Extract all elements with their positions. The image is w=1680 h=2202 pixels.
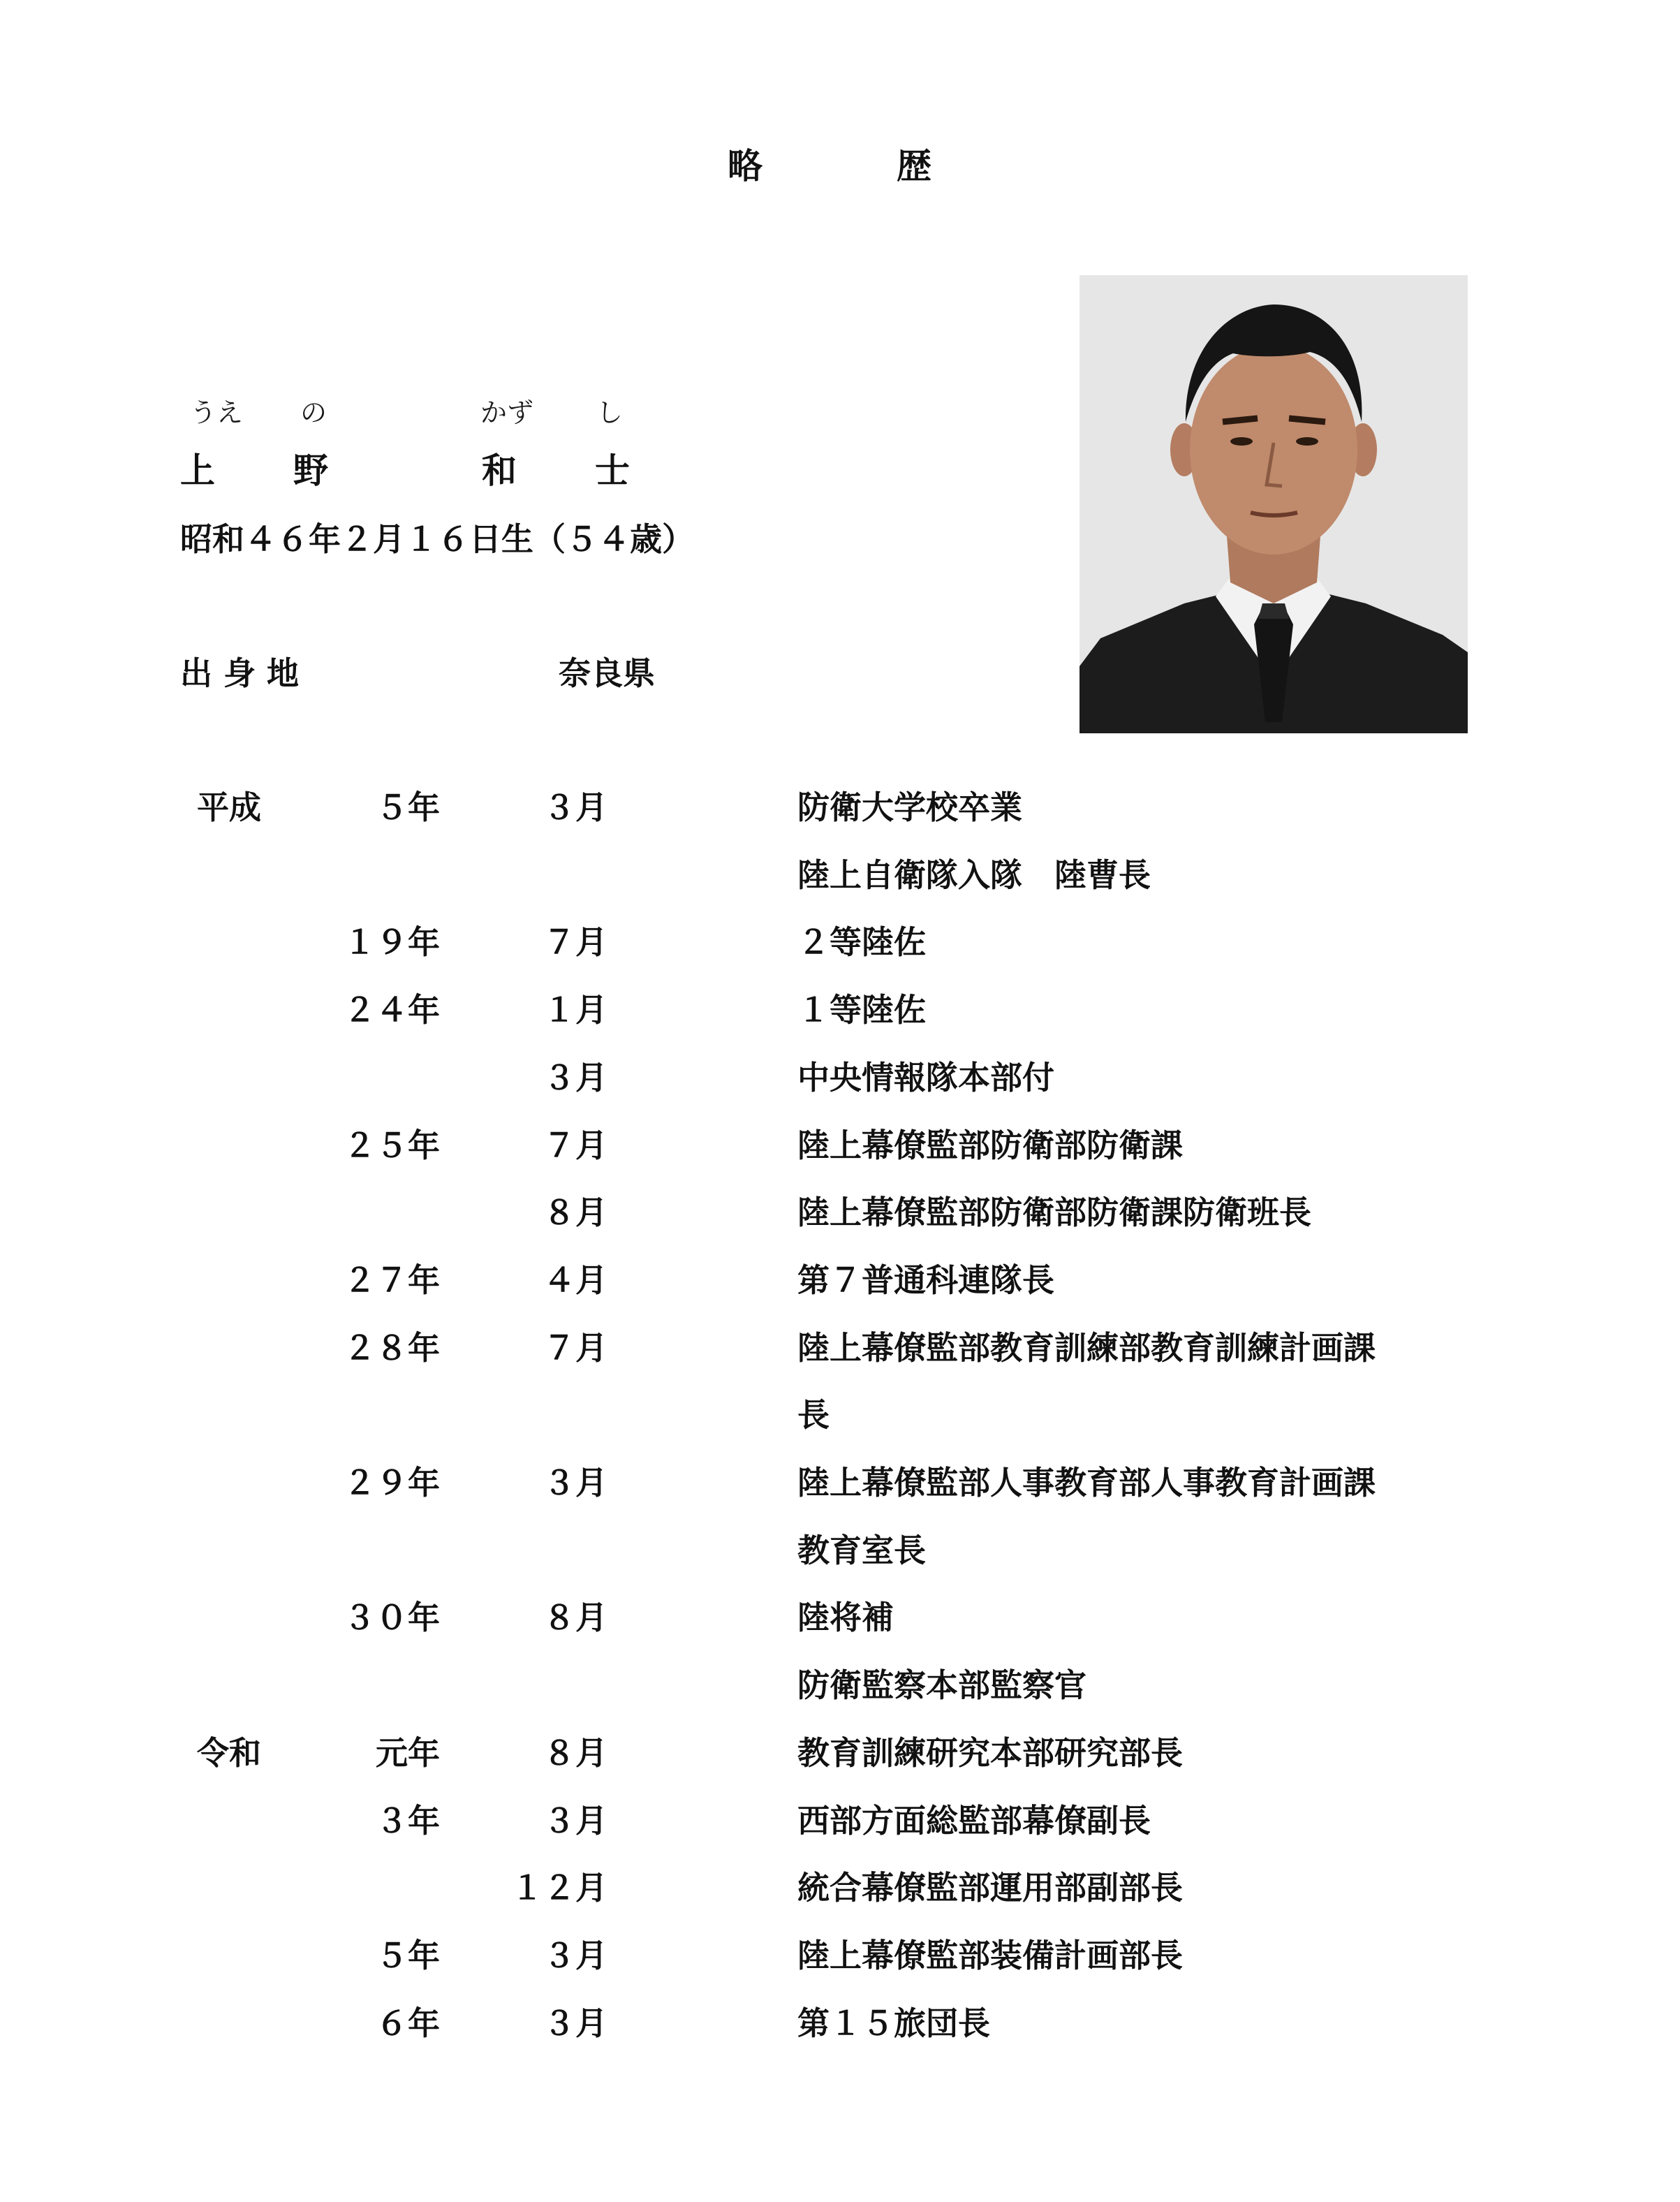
- history-event: 防衛監察本部監察官: [797, 1666, 1086, 1704]
- name-char-2: 野: [293, 450, 328, 491]
- history-event: 長: [797, 1396, 830, 1434]
- history-year: ２７年: [344, 1261, 440, 1299]
- furigana-no: の: [300, 397, 327, 428]
- furigana-ue: うえ: [190, 397, 244, 428]
- history-year: ２８年: [344, 1329, 440, 1367]
- furigana-kazu: かず: [480, 397, 534, 428]
- history-month: ３月: [543, 1937, 607, 1974]
- history-event: 陸上自衛隊入隊 陸曹長: [797, 856, 1151, 894]
- title-char-2: 歴: [897, 146, 931, 186]
- history-event: 陸上幕僚監部人事教育部人事教育計画課: [797, 1464, 1376, 1502]
- portrait-photo: [1080, 275, 1468, 733]
- history-event: 西部方面総監部幕僚副長: [797, 1802, 1151, 1840]
- history-year: ２４年: [344, 991, 440, 1029]
- birth-date: 昭和４６年２月１６日生（５４歳）: [180, 520, 694, 558]
- history-event: 陸将補: [797, 1599, 894, 1636]
- history-event: 中央情報隊本部付: [797, 1059, 1054, 1096]
- history-month: ７月: [543, 1329, 607, 1367]
- history-month: ８月: [543, 1599, 607, 1636]
- history-month: ３月: [543, 788, 607, 826]
- history-event: 教育訓練研究本部研究部長: [797, 1734, 1183, 1772]
- history-event: 陸上幕僚監部防衛部防衛課防衛班長: [797, 1194, 1311, 1231]
- history-month: ３月: [543, 2004, 607, 2042]
- history-event: 防衛大学校卒業: [797, 788, 1022, 826]
- history-event: 統合幕僚監部運用部副部長: [797, 1869, 1183, 1907]
- history-year: ５年: [376, 1937, 440, 1974]
- history-year: ２９年: [344, 1464, 440, 1502]
- history-event: 陸上幕僚監部教育訓練部教育訓練計画課: [797, 1329, 1376, 1367]
- history-event: 第７普通科連隊長: [797, 1261, 1054, 1299]
- title-char-1: 略: [728, 146, 762, 186]
- history-year: ５年: [376, 788, 440, 826]
- history-year: １９年: [344, 923, 440, 961]
- origin-label: 出 身 地: [180, 654, 300, 692]
- history-era: 平成: [197, 788, 261, 826]
- history-month: ３月: [543, 1059, 607, 1096]
- history-month: １月: [543, 991, 607, 1029]
- history-year: 元年: [376, 1734, 440, 1772]
- history-event: 第１５旅団長: [797, 2004, 990, 2042]
- history-month: ４月: [543, 1261, 607, 1299]
- history-event: 陸上幕僚監部装備計画部長: [797, 1937, 1183, 1974]
- history-year: ２５年: [344, 1126, 440, 1164]
- history-year: ６年: [376, 2004, 440, 2042]
- history-event: 教育室長: [797, 1532, 926, 1569]
- name-char-4: 士: [595, 450, 630, 491]
- history-era: 令和: [197, 1734, 261, 1772]
- history-month: １２月: [511, 1869, 607, 1907]
- history-event: ２等陸佐: [797, 923, 926, 961]
- history-event: １等陸佐: [797, 991, 926, 1029]
- history-year: ３０年: [344, 1599, 440, 1636]
- origin-value: 奈良県: [559, 654, 655, 692]
- furigana-shi: し: [596, 397, 624, 428]
- history-month: ３月: [543, 1802, 607, 1840]
- history-month: ３月: [543, 1464, 607, 1502]
- history-event: 陸上幕僚監部防衛部防衛課: [797, 1126, 1183, 1164]
- history-month: ７月: [543, 1126, 607, 1164]
- name-char-1: 上: [180, 450, 215, 491]
- history-year: ３年: [376, 1802, 440, 1840]
- history-month: ８月: [543, 1734, 607, 1772]
- history-month: ８月: [543, 1194, 607, 1231]
- name-char-3: 和: [482, 450, 517, 491]
- history-month: ７月: [543, 923, 607, 961]
